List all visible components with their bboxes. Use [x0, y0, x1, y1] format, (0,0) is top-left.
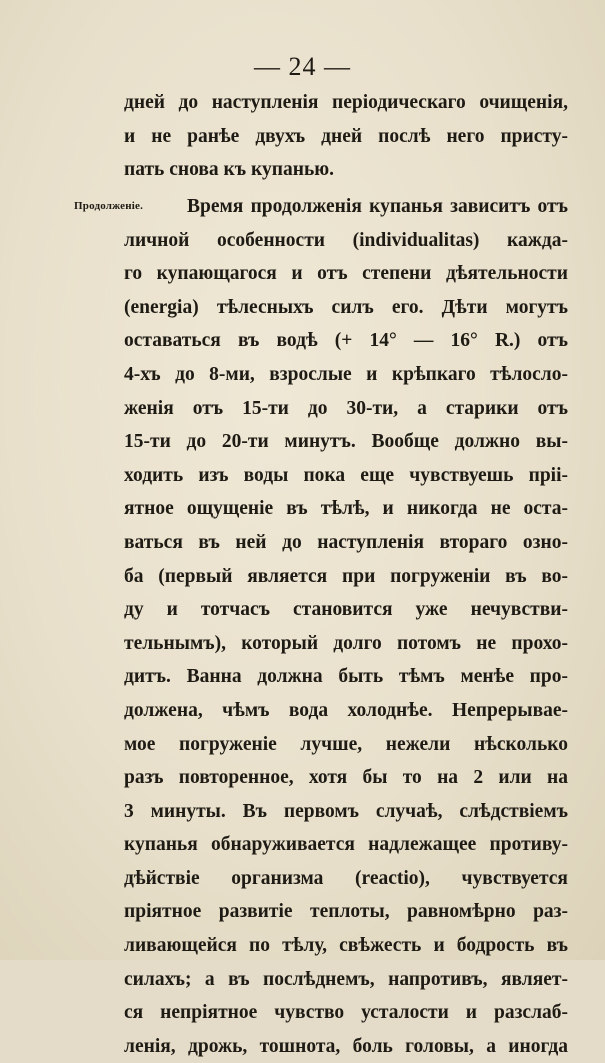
page-number: — 24 — — [254, 52, 351, 81]
paragraph-bathing-duration — [124, 190, 568, 1063]
text-line: ленія, дрожь, тошнота, боль головы, а иногда — [124, 1035, 568, 1057]
text-line: ходить изъ воды пока еще чувствуешь пріі- — [124, 464, 568, 486]
text-line: ся непріятное чувство усталости и разслаб- — [124, 1002, 568, 1024]
text-line: ваться въ ней до наступленія втораго озно- — [124, 531, 568, 553]
text-line: ба (первый является при погруженіи въ во- — [124, 565, 568, 587]
text-line: ятное ощущеніе въ тѣлѣ, и никогда не оста- — [124, 498, 568, 520]
text-line: 3 минуты. Въ первомъ случаѣ, слѣдствіемъ — [124, 800, 568, 822]
text-line: пать снова къ купанью. — [124, 159, 335, 181]
text-line: мое погруженіе лучше, нежели нѣсколько — [124, 733, 568, 755]
text-line: разъ повторенное, хотя бы то на 2 или на — [124, 767, 568, 789]
text-line: ду и тотчасъ становится уже нечувстви- — [124, 599, 568, 621]
text-line: и не ранѣе двухъ дней послѣ него присту- — [124, 125, 568, 147]
margin-note: Продолженіе. — [74, 200, 144, 212]
text-line: дней до наступленія періодическаго очищенія, — [124, 92, 568, 113]
text-line: дитъ. Ванна должна быть тѣмъ менѣе про- — [124, 666, 568, 688]
text-line: дѣйствіе организма (reactio), чувствуется — [124, 867, 568, 889]
text-line: тельнымъ), который долго потомъ не прохо- — [124, 632, 568, 654]
text-line: купанья обнаруживается надлежащее противу- — [124, 834, 568, 856]
text-line: пріятное развитіе теплоты, равномѣрно раз- — [124, 901, 568, 923]
text-line: 4-хъ до 8-ми, взрослые и крѣпкаго тѣлосло- — [124, 363, 568, 385]
paragraph-continuation — [124, 86, 568, 187]
text-line: 15-ти до 20-ти минутъ. Вообще должно вы- — [124, 431, 568, 453]
text-line: должена, чѣмъ вода холоднѣе. Непрерывае- — [124, 699, 568, 721]
text-line: го купающагося и отъ степени дѣятельности — [124, 263, 568, 285]
text-line: оставаться въ водѣ (+ 14° — 16° R.) отъ — [124, 330, 568, 352]
text-line: женія отъ 15-ти до 30-ти, а старики отъ — [124, 397, 568, 419]
text-line: (energia) тѣлесныхъ силъ его. Дѣти могутъ — [124, 296, 568, 318]
text-line: силахъ; а въ послѣднемъ, напротивъ, являет- — [124, 968, 568, 990]
text-line: ливающейся по тѣлу, свѣжесть и бодрость въ — [124, 935, 568, 957]
text-line: личной особенности (individualitas) кажда- — [124, 229, 568, 251]
text-line: Время продолженія купанья зависитъ отъ — [187, 196, 568, 217]
